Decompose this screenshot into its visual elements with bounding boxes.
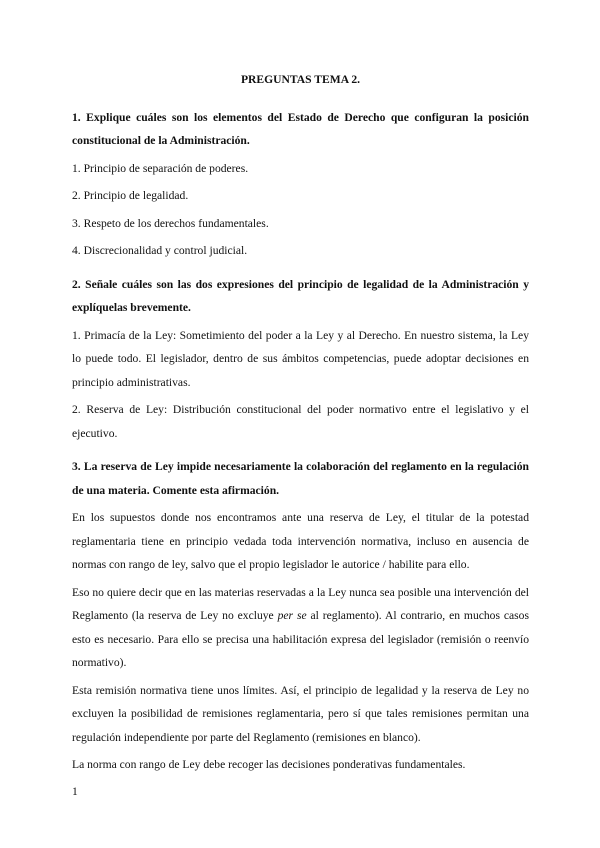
- answer-1-item-2: 2. Principio de legalidad.: [72, 189, 189, 202]
- page-title: PREGUNTAS TEMA 2.: [240, 73, 361, 86]
- answer-3-paragraph-3: Esta remisión normativa tiene unos límites. Así, el principio de legalidad y la reserva de Ley no excluyen la posibilidad de remisiones reglamentaria, pero sí que tales remisiones permitan una regulación independiente por parte del Reglamento (remisiones en blanco).: [72, 683, 529, 744]
- question-2: 2. Señale cuáles son las dos expresiones del principio de legalidad de la Administración y explíquelas brevemente.: [72, 277, 529, 314]
- answer-3-paragraph-4: La norma con rango de Ley debe recoger las decisiones ponderativas fundamentales.: [72, 758, 466, 771]
- answer-3-paragraph-1: En los supuestos donde nos encontramos ante una reserva de Ley, el titular de la potestad reglamentaria tiene en principio vedada toda intervención normativa, incluso en ausencia de normas con rango de ley, salvo que el propio legislador le autorice / habilite para ello.: [72, 511, 529, 571]
- italic-term: per se: [277, 609, 307, 622]
- answer-3-paragraph-2-start: Eso no quiere decir que en las materias reservadas a la Ley nunca sea posible una intervención del Reglamento (la reserva de Ley no excluye: [72, 585, 529, 622]
- answer-2-paragraph-2: 2. Reserva de Ley: Distribución constitucional del poder normativo entre el legislativo y el ejecutivo.: [72, 403, 529, 440]
- answer-1-item-3: 3. Respeto de los derechos fundamentales.: [72, 216, 269, 230]
- answer-1-item-4: 4. Discrecionalidad y control judicial.: [72, 244, 248, 257]
- page-number: 1: [72, 785, 78, 798]
- answer-3-paragraph-2-end: al reglamento). Al contrario, en muchos casos esto es necesario. Para ello se precisa una habilitación expresa del legislador (remisión o reenvío normativo).: [72, 609, 529, 669]
- question-3: 3. La reserva de Ley impide necesariamente la colaboración del reglamento en la regulación de una materia. Comente esta afirmación.: [72, 460, 529, 497]
- answer-1-item-1: 1. Principio de separación de poderes.: [72, 161, 249, 175]
- answer-3-paragraph-2: [72, 581, 529, 675]
- question-1: 1. Explique cuáles son los elementos del Estado de Derecho que configuran la posición constitucional de la Administración.: [72, 110, 529, 147]
- answer-2-paragraph-1: 1. Primacía de la Ley: Sometimiento del poder a la Ley y al Derecho. En nuestro sistema, la Ley lo puede todo. El legislador, dentro de sus ámbitos competencias, puede adoptar decisiones en principio administrativas.: [72, 328, 529, 389]
